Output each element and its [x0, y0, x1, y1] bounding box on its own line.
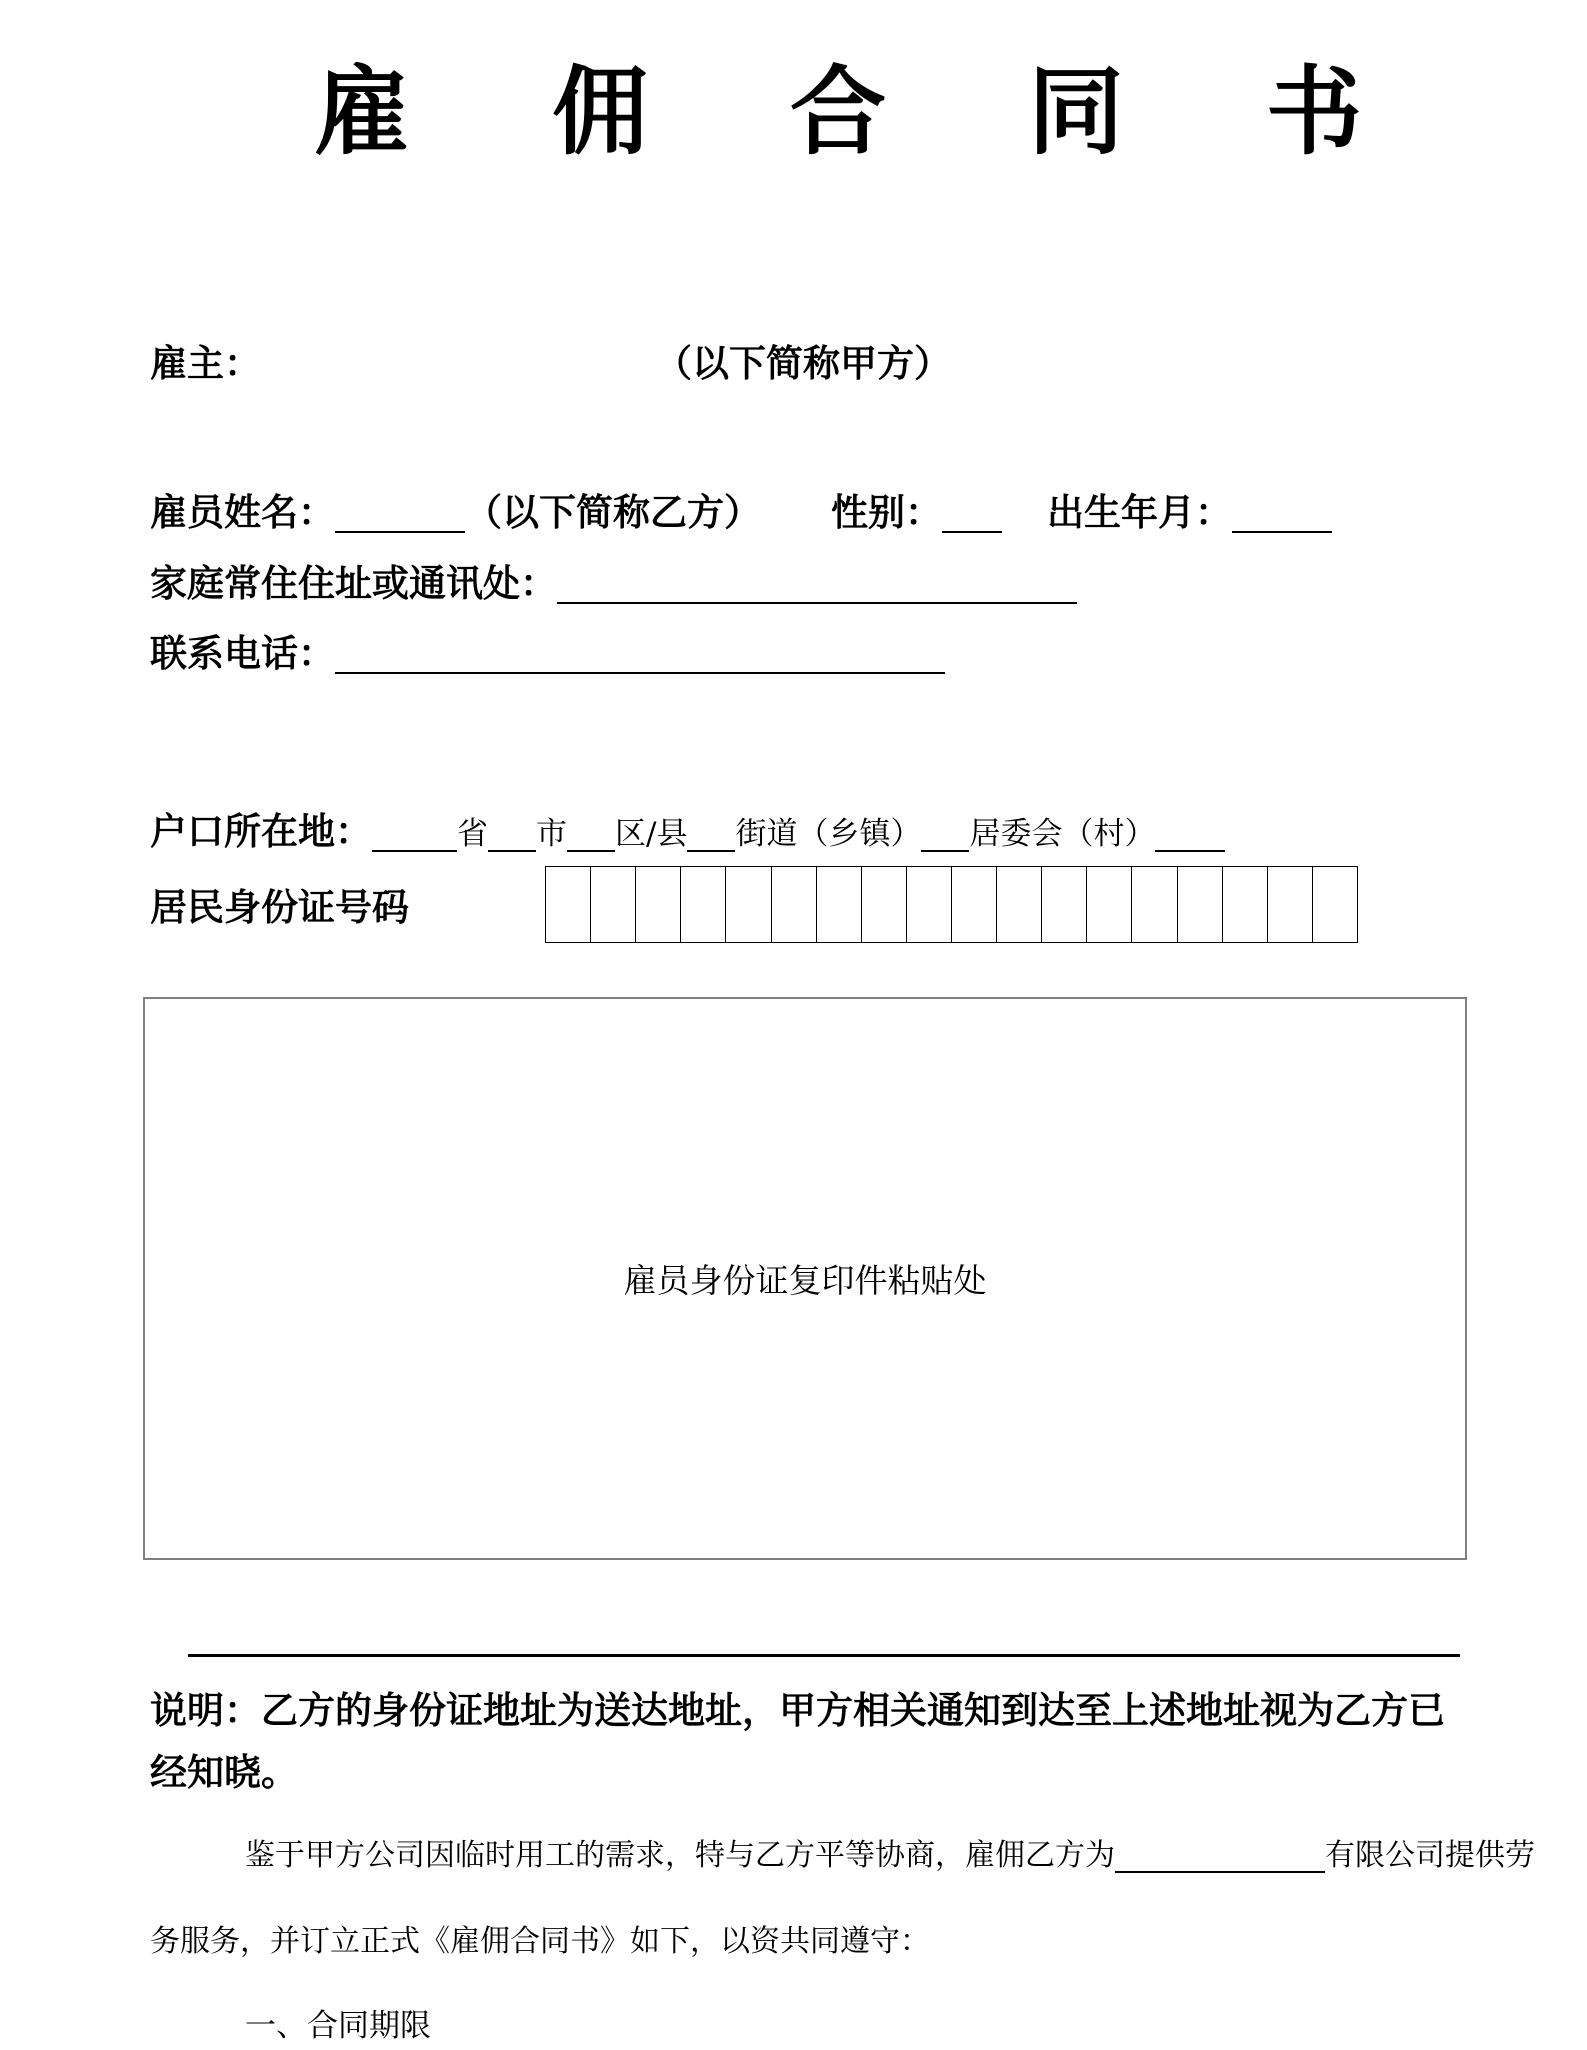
employer-party-a-note: （以下简称甲方）: [655, 340, 951, 385]
hukou-district-blank[interactable]: [567, 810, 615, 852]
id-digit-cell[interactable]: [952, 867, 997, 942]
hukou-unit-street: 街道（乡镇）: [735, 815, 922, 852]
hukou-unit-district: 区/县: [615, 815, 688, 852]
id-number-row: [150, 866, 1460, 943]
id-number-grid: [545, 866, 1358, 943]
gender-blank[interactable]: [942, 491, 1002, 533]
address-blank[interactable]: [557, 562, 1077, 604]
hukou-unit-committee: 居委会（村）: [969, 815, 1156, 852]
birth-date-label: 出生年月：: [1047, 489, 1232, 534]
document-title: 雇佣合同书: [314, 55, 1504, 168]
id-digit-cell[interactable]: [1042, 867, 1087, 942]
phone-label: 联系电话：: [150, 630, 335, 675]
hukou-street-blank[interactable]: [687, 810, 735, 852]
id-digit-cell[interactable]: [772, 867, 817, 942]
id-digit-cell[interactable]: [862, 867, 907, 942]
id-copy-paste-box-label: 雇员身份证复印件粘贴处: [623, 1260, 987, 1300]
id-digit-cell[interactable]: [546, 867, 591, 942]
id-digit-cell[interactable]: [817, 867, 862, 942]
id-digit-cell[interactable]: [997, 867, 1042, 942]
employee-info-row: [150, 487, 1460, 537]
employee-name-blank[interactable]: [335, 491, 465, 533]
phone-row: [150, 628, 1460, 678]
id-digit-cell[interactable]: [1178, 867, 1223, 942]
hukou-unit-city: 市: [536, 815, 567, 852]
employer-row: [150, 338, 1460, 388]
id-digit-cell[interactable]: [1132, 867, 1177, 942]
employee-party-b-note: （以下简称乙方）: [465, 489, 761, 534]
company-name-blank[interactable]: [1115, 1837, 1325, 1873]
id-digit-cell[interactable]: [681, 867, 726, 942]
id-number-label: 居民身份证号码: [150, 885, 409, 930]
hukou-province-blank[interactable]: [372, 810, 457, 852]
section-1-heading: 一、合同期限: [245, 2007, 431, 2044]
hukou-label: 户口所在地：: [150, 808, 372, 853]
id-digit-cell[interactable]: [1268, 867, 1313, 942]
horizontal-rule: [188, 1654, 1460, 1657]
gender-label: 性别：: [831, 489, 942, 534]
employee-name-label: 雇员姓名：: [150, 489, 335, 534]
id-digit-cell[interactable]: [636, 867, 681, 942]
id-digit-cell[interactable]: [591, 867, 636, 942]
hukou-committee-blank[interactable]: [921, 810, 969, 852]
birth-date-blank[interactable]: [1232, 491, 1332, 533]
id-digit-cell[interactable]: [1087, 867, 1132, 942]
id-digit-cell[interactable]: [907, 867, 952, 942]
employer-label: 雇主：: [150, 340, 261, 385]
id-digit-cell[interactable]: [1313, 867, 1357, 942]
address-label: 家庭常住住址或通讯处：: [150, 560, 557, 605]
id-copy-paste-box[interactable]: [143, 997, 1467, 1560]
preamble-line-1: [150, 1832, 1535, 1880]
preamble-line-2: 务服务，并订立正式《雇佣合同书》如下，以资共同遵守：: [150, 1923, 930, 1959]
hukou-city-blank[interactable]: [488, 810, 536, 852]
preamble-part-2: 有限公司提供劳: [1325, 1837, 1535, 1873]
hukou-row: [150, 806, 1460, 859]
delivery-address-note: 说明：乙方的身份证地址为送达地址，甲方相关通知到达至上述地址视为乙方已经知晓。: [150, 1687, 1445, 1794]
phone-blank[interactable]: [335, 632, 945, 674]
address-row: [150, 558, 1460, 608]
id-digit-cell[interactable]: [1223, 867, 1268, 942]
preamble-part-1: 鉴于甲方公司因临时用工的需求，特与乙方平等协商，雇佣乙方为: [245, 1837, 1115, 1873]
hukou-final-blank[interactable]: [1155, 810, 1225, 852]
hukou-unit-province: 省: [457, 815, 488, 852]
id-digit-cell[interactable]: [726, 867, 771, 942]
